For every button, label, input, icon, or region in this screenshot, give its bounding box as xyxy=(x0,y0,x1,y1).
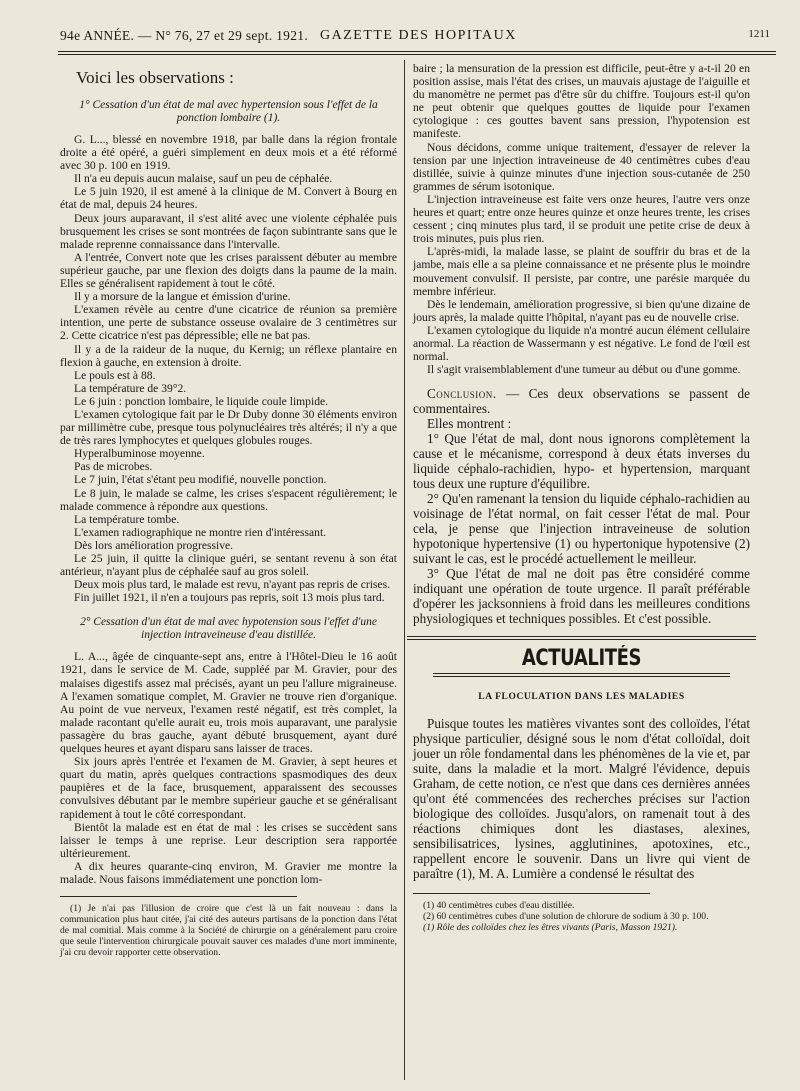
right-column xyxy=(413,62,750,933)
paragraph: Dès lors amélioration progressive. xyxy=(74,538,234,552)
paragraph: 2° Qu'en ramenant la tension du liquide céphalo-rachidien au voisinage de l'état normal, on fait cesser l'état de mal. Pour cela, je pense que l'injection intraveineuse de solution hypotonique hypertensive (1) ou hypertonique hypotensive (2) suivant le cas, est le procédé actuellement le meilleur. xyxy=(413,491,750,567)
paragraph: La température de 39°2. xyxy=(74,381,187,395)
paragraph: Deux jours auparavant, il s'est alité avec une violente céphalée puis brusquement les crises se sont montrées de façon subintrante sans que le malade reprenne connaissance dans l'intervalle. xyxy=(60,211,397,251)
paragraph: Hyperalbuminose moyenne. xyxy=(74,447,205,461)
paragraph: Le 25 juin, il quitte la clinique guéri, se sentant revenu à son état antérieur, n'ayant plus de céphalée sauf au gros soleil. xyxy=(60,552,397,579)
conclusion-intro xyxy=(413,386,750,416)
header-rule xyxy=(58,51,776,52)
footnote-rule xyxy=(60,896,297,897)
case2-body xyxy=(60,650,397,886)
footnote: (1) Rôle des colloïdes chez les êtres vivants (Paris, Masson 1921). xyxy=(423,922,678,934)
paragraph: Le 6 juin : ponction lombaire, le liquide coule limpide. xyxy=(74,394,329,408)
case1-body xyxy=(60,133,397,604)
header-rule-thin xyxy=(58,54,776,55)
paragraph: Il s'agit vraisemblablement d'une tumeur au début ou d'une gomme. xyxy=(427,363,741,377)
issue-info: 94e ANNÉE. — N° 76, 27 et 29 sept. 1921. xyxy=(60,28,308,43)
paragraph: A l'entrée, Convert note que les crises paraissent débuter au membre supérieur gauche, par une flexion des doigts dans la paume de la main. Elles se généralisent rapidement à tout le côté. xyxy=(60,250,397,291)
paragraph: L'examen cytologique fait par le Dr Duby donne 30 éléments environ par millimètre cube, presque tous polynucléaires très altérés; il n'y a que de très rares lymphocytes et quelques globules rouges. xyxy=(60,407,397,448)
paragraph: Fin juillet 1921, il n'en a toujours pas repris, soit 13 mois plus tard. xyxy=(74,591,385,605)
paragraph: Elles montrent : xyxy=(427,416,512,432)
conclusion-intro-text: — Ces deux observations se passent de commentaires. xyxy=(413,386,750,417)
case2-title: 2° Cessation d'un état de mal avec hypotension sous l'effet d'une injection intraveineuse d'eau distillée. xyxy=(80,616,377,642)
paragraph: Le 5 juin 1920, il est amené à la clinique de M. Convert à Bourg en état de mal, depuis 24 heures. xyxy=(60,185,397,212)
paragraph: Nous décidons, comme unique traitement, d'essayer de relever la tension par une injection intraveineuse de 40 centimètres cubes d'eau distillée, suivie à quinze minutes d'une injection sous-cutanée de 250 grammes de sérum isotonique. xyxy=(413,140,750,193)
footnote-rule xyxy=(413,893,650,894)
conclusion xyxy=(413,386,750,626)
footnote: (1) Je n'ai pas l'illusion de croire que c'est là un fait nouveau : dans la communication plus haut citée, j'ai cité des auteurs partisans de la ponction dans l'état de mal comitial. Mais comme à la Société de chirurgie on a généralement paru croire que seule l'intervention chirurgicale pouvait sauver ces malades d'une mort imminente, j'ai cru devoir rapporter cette observation. xyxy=(60,903,397,959)
paragraph: Bientôt la malade est en état de mal : les crises se succèdent sans laisser le temps à une reprise. Leur description sera rapportée ultérieurement. xyxy=(60,820,397,860)
article-body: Puisque toutes les matières vivantes sont des colloïdes, l'état physique particulier, désigné sous le nom d'état colloïdal, doit jouer un rôle fondamental dans les phénomènes de la vie et, par suite, dans la maladie et la mort. Malgré l'évidence, depuis Graham, de cette notion, ce n'est que dans ces dernières années qu'ont été commencées des recherches précises sur l'action biologique des colloïdes. Jusqu'alors, on ramenait tout à des réactions chimiques dont les diastases, alexines, sensibilisatrices, lysines, agglutinines, apotoxines, etc., rappellent encore le souvenir. Dans un livre qui vient de paraître (1), M. A. Lumière a condensé le résultat des xyxy=(413,716,750,882)
paragraph: L'injection intraveineuse est faite vers onze heures, l'autre vers onze heures et quart; entre onze heures quinze et onze heures trente, les crises cessent ; cinq minutes plus tard, il se produit une petite crise de deux à trois minutes, puis plus rien. xyxy=(413,192,750,246)
page-header xyxy=(60,28,770,50)
column-divider xyxy=(404,60,405,1080)
paragraph: Deux mois plus tard, le malade est revu, n'ayant pas repris de crises. xyxy=(74,578,390,592)
paragraph: L'examen radiographique ne montre rien d'intéressant. xyxy=(74,525,327,539)
paragraph: Le 7 juin, l'état s'étant peu modifié, nouvelle ponction. xyxy=(74,473,327,487)
paragraph: baire ; la mensuration de la pression est difficile, peut-être y a-t-il 20 en position assise, mais l'état des crises, un mauvais ajustage de l'aiguille et du manomètre ne permet pas d'être sûr du chiffre. Toujours est-il qu'on ne peut obtenir que quelques gouttes de liquide pour l'examen cytologique : ces gouttes bavent sans pression, l'hypotension est manifeste. xyxy=(413,62,750,141)
footnote: (1) 40 centimètres cubes d'eau distillée. xyxy=(423,900,575,912)
paragraph: Le pouls est à 88. xyxy=(74,368,156,382)
paragraph: G. L..., blessé en novembre 1918, par balle dans la région frontale droite a été opéré, a guéri simplement en deux mois et a été réformé avec 30 p. 100 en 1919. xyxy=(60,133,397,173)
page-number: 1211 xyxy=(748,28,770,40)
journal-title: GAZETTE DES HOPITAUX xyxy=(320,28,517,43)
heading-rule-thin xyxy=(433,676,730,677)
paragraph: Dès le lendemain, amélioration progressive, si bien qu'une dizaine de jours après, la malade quitte l'hôpital, n'ayant pas eu de nouvelle crise. xyxy=(413,297,750,324)
section-rule xyxy=(407,636,756,637)
paragraph: 3° Que l'état de mal ne doit pas être considéré comme indiquant une opération de toute urgence. Il paraît préférable d'opérer les jacksonniens à froid dans les meilleures conditions physiologiques et techniques possibles. Et c'est possible. xyxy=(413,566,750,627)
paragraph: L'après-midi, la malade lasse, se plaint de souffrir du bras et de la jambe, mais elle a sa pleine connaissance et ne présente plus le moindre mouvement convulsif. Il persiste, par contre, une parésie marquée du membre inférieur. xyxy=(413,245,750,298)
footnote: (2) 60 centimètres cubes d'une solution de chlorure de sodium à 30 p. 100. xyxy=(423,911,709,923)
paragraph: 1° Que l'état de mal, dont nous ignorons complètement la cause et le mécanisme, correspond à deux états inverses du liquide céphalo-rachidien, hypo- et hypertension, marquant tous deux une rupture d'équilibre. xyxy=(413,431,750,492)
paragraph: La température tombe. xyxy=(74,512,180,526)
observations-heading: Voici les observations : xyxy=(76,68,234,87)
actualites-heading: ACTUALITÉS xyxy=(521,646,642,672)
article-title: LA FLOCULATION DANS LES MALADIES xyxy=(478,692,685,703)
section-rule-thin xyxy=(407,639,756,640)
paragraph: Le 8 juin, le malade se calme, les crises s'espacent régulièrement; le malade commence à répondre aux questions. xyxy=(60,486,397,513)
paragraph: Il y a morsure de la langue et émission d'urine. xyxy=(74,290,291,304)
paragraph: Il n'a eu depuis aucun malaise, sauf un peu de céphalée. xyxy=(74,172,333,186)
paragraph: Six jours après l'entrée et l'examen de M. Gravier, à sept heures et quart du matin, après quelques contractions spasmodiques des deux paupières et de la face, brusquement, apparaissent des secousses convulsives débutant par le membre supérieur gauche et se généralisant rapidement à tout le côté correspondant. xyxy=(60,755,397,821)
case2-continued xyxy=(413,62,750,376)
paragraph: L. A..., âgée de cinquante-sept ans, entre à l'Hôtel-Dieu le 16 août 1921, dans le service de M. Cade, suppléé par M. Gravier, pour des malaises digestifs assez mal précisés, ayant un peu l'allure migraineuse. A l'examen somatique complet, M. Gravier ne trouve rien d'organique. Au point de vue nerveux, l'examen resté négatif, est très complet, la malade racontant qu'elle aurait eu, trois mois auparavant, une paralysie passagère du bras gauche, ayant débuté brusquement, ayant duré quelques heures et ayant disparu sans laisser de traces. xyxy=(60,650,397,756)
paragraph: Pas de microbes. xyxy=(74,460,153,474)
paragraph: A dix heures quarante-cinq environ, M. Gravier me montre la malade. Nous faisons immédiatement une ponction lom- xyxy=(60,859,397,886)
left-column xyxy=(60,62,397,958)
heading-rule xyxy=(433,673,730,674)
paragraph: L'examen révèle au centre d'une cicatrice de réunion sa première intention, une perte de substance osseuse ovalaire de 3 centimètres sur 2. Cette cicatrice n'est pas dépressible; elle ne bat pas. xyxy=(60,303,397,343)
paragraph: Il y a de la raideur de la nuque, du Kernig; un réflexe plantaire en flexion à gauche, en extension à droite. xyxy=(60,342,397,369)
case1-title: 1° Cessation d'un état de mal avec hypertension sous l'effet de la ponction lombaire (1). xyxy=(79,99,378,124)
conclusion-label: Conclusion. xyxy=(427,386,497,402)
paragraph: L'examen cytologique du liquide n'a montré aucun élément cellulaire anormal. La réaction de Wassermann y est négative. Le fond de l'œil est normal. xyxy=(413,323,750,364)
